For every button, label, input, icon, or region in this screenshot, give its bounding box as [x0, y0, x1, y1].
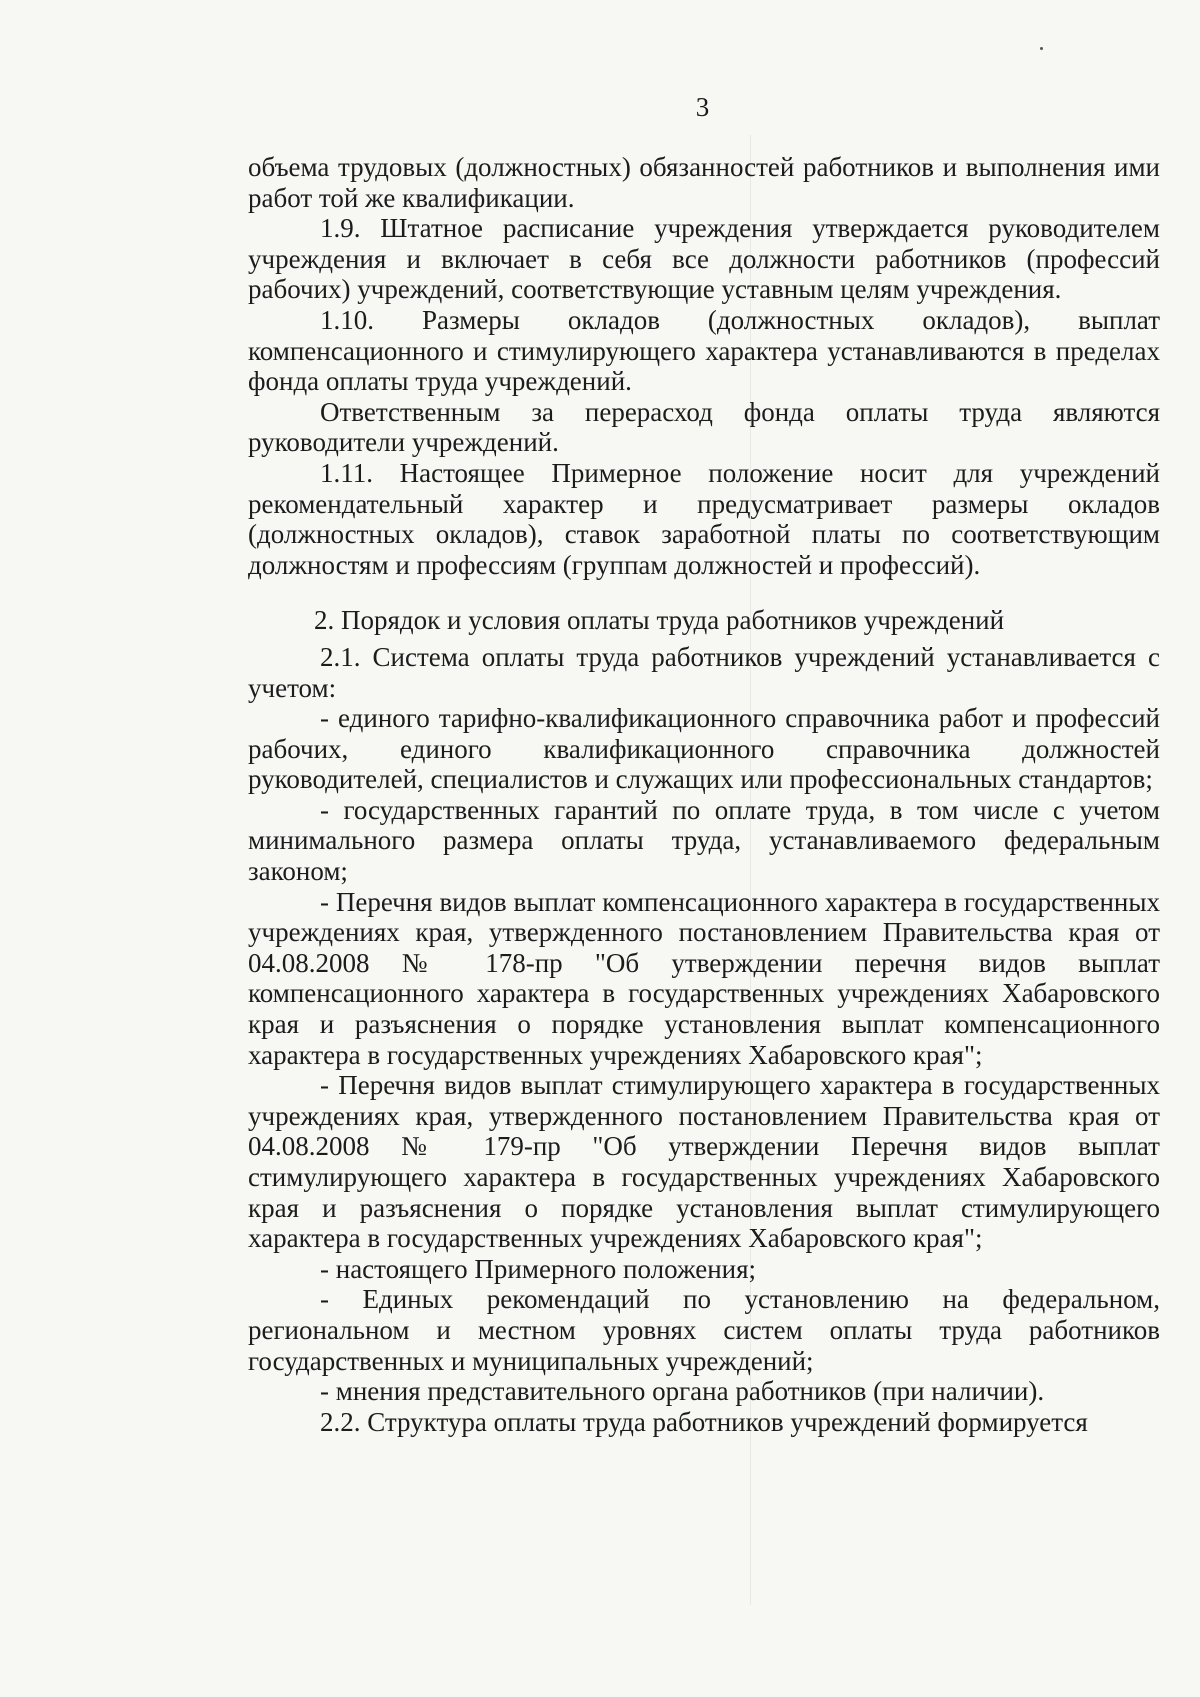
list-item-tariff-handbook: - единого тарифно-квалификационного справочника работ и профессий рабочих, единого квалификационного справочника должностей руководителей, специалистов и служащих или профессиональных стандартов;	[248, 703, 1160, 795]
list-item-incentive-list: - Перечня видов выплат стимулирующего характера в государственных учреждениях края, утвержденного постановлением Правительства края от 04.08.2008 № 179-пр "Об утверждении Перечня видов выплат стимулирующего характера в государственных учреждениях Хабаровского края и разъяснения о порядке установления выплат стимулирующего характера в государственных учреждениях Хабаровского края";	[248, 1070, 1160, 1254]
paragraph-responsibility: Ответственным за перерасход фонда оплаты труда являются руководители учреждений.	[248, 396, 1160, 458]
section-2-heading: 2. Порядок и условия оплаты труда работников учреждений	[314, 605, 1005, 636]
paragraph-1-11: 1.11. Настоящее Примерное положение носит для учреждений рекомендательный характер и предусматривает размеры окладов (должностных окладов), ставок заработной платы по соответствующим должностям и профессиям (группам должностей и профессий).	[248, 457, 1160, 580]
document-body	[248, 152, 1160, 1437]
list-item-state-guarantees: - государственных гарантий по оплате труда, в том числе с учетом минимального размера оплаты труда, устанавливаемого федеральным законом;	[248, 794, 1160, 887]
paragraph-2-1: 2.1. Система оплаты труда работников учреждений устанавливается с учетом:	[248, 641, 1160, 703]
list-item-representative-body: - мнения представительного органа работников (при наличии).	[320, 1376, 1045, 1407]
list-item-unified-recommendations: - Единых рекомендаций по установлению на федеральном, региональном и местном уровнях систем оплаты труда работников государственных и муниципальных учреждений;	[248, 1284, 1160, 1376]
paragraph-1-10: 1.10. Размеры окладов (должностных окладов), выплат компенсационного и стимулирующего характера устанавливаются в пределах фонда оплаты труда учреждений.	[248, 304, 1160, 397]
page-number: 3	[695, 92, 710, 122]
paragraph-2-2: 2.2. Структура оплаты труда работников учреждений формируется	[320, 1406, 1088, 1437]
list-item-this-regulation: - настоящего Примерного положения;	[320, 1253, 757, 1284]
scan-speck	[1040, 47, 1043, 50]
paragraph-1-9: 1.9. Штатное расписание учреждения утверждается руководителем учреждения и включает в себя все должности работников (профессий рабочих) учреждений, соответствующие уставным целям учреждения.	[248, 213, 1160, 305]
list-item-compensation-list: - Перечня видов выплат компенсационного характера в государственных учреждениях края, утвержденного постановлением Правительства края от 04.08.2008 № 178-пр "Об утверждении перечня видов выплат компенсационного характера в государственных учреждениях Хабаровского края и разъяснения о порядке установления выплат компенсационного характера в государственных учреждениях Хабаровского края";	[248, 886, 1160, 1070]
paragraph-continuation: объема трудовых (должностных) обязанностей работников и выполнения ими работ той же квалификации.	[248, 152, 1160, 213]
